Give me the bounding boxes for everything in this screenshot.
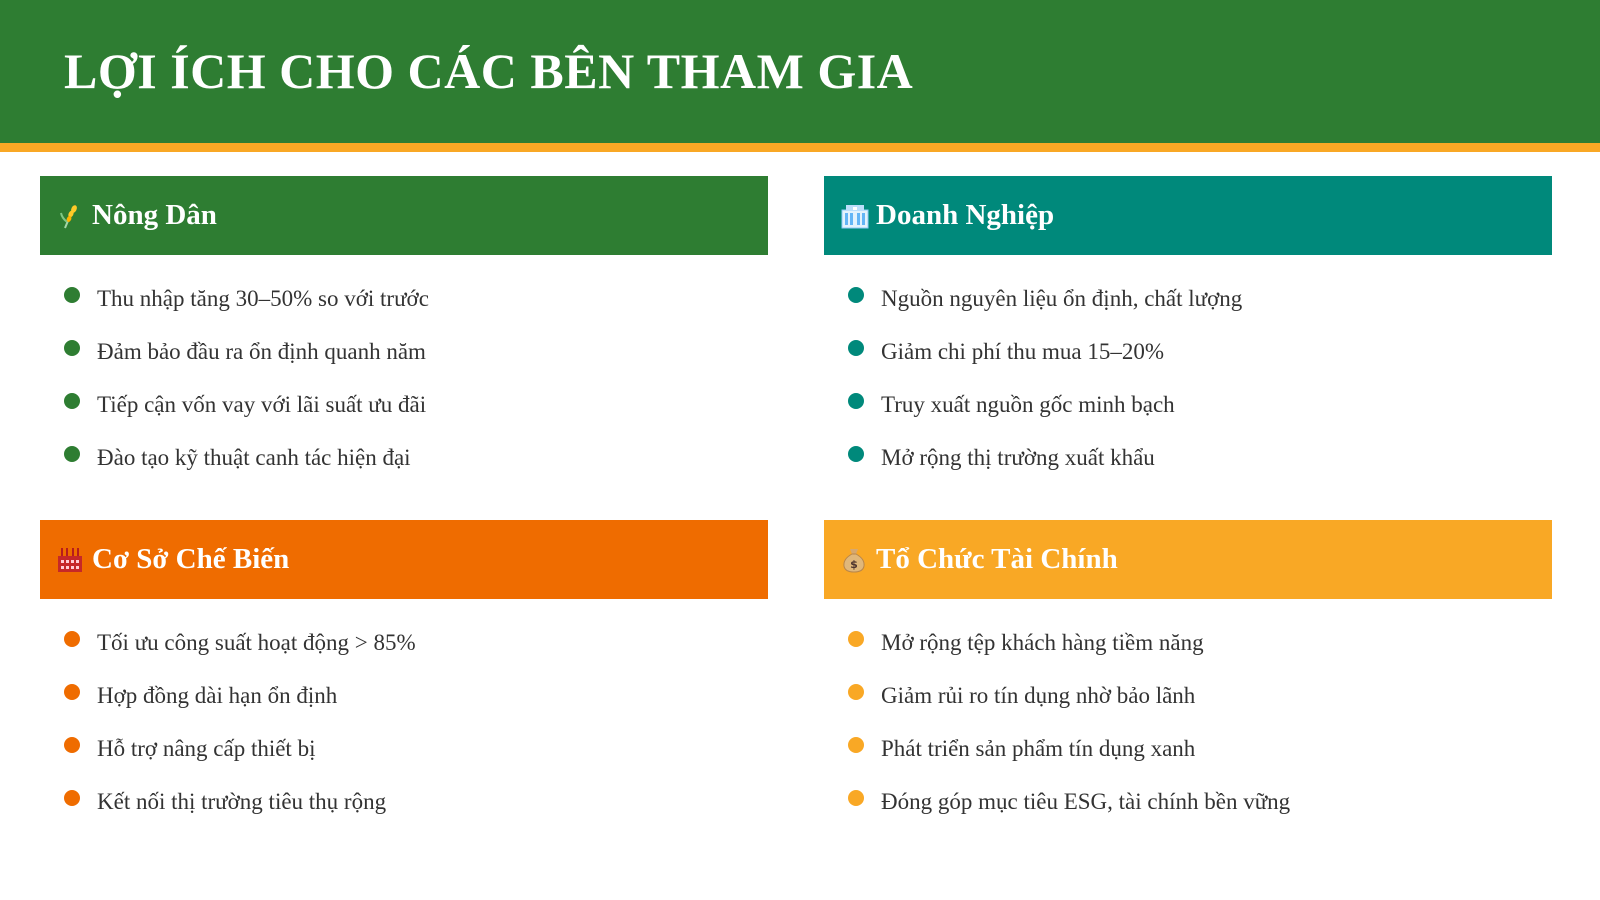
list-item-text: Giảm rủi ro tín dụng nhờ bảo lãnh — [881, 682, 1196, 708]
list-item — [824, 669, 1552, 722]
card-doanh-nghiep — [824, 176, 1552, 484]
bullet-dot — [848, 340, 864, 356]
bullet-dot — [64, 737, 80, 753]
bullet-dot — [64, 287, 80, 303]
list-item-text: Đào tạo kỹ thuật canh tác hiện đại — [97, 444, 411, 470]
svg-text:$: $ — [850, 557, 858, 571]
bullet-dot — [848, 287, 864, 303]
bullet-dot — [848, 684, 864, 700]
list-item — [824, 431, 1552, 484]
list-item — [40, 325, 768, 378]
bullet-dot — [64, 446, 80, 462]
list-item-text: Tiếp cận vốn vay với lãi suất ưu đãi — [97, 391, 427, 417]
benefit-list — [824, 255, 1552, 484]
bullet-dot — [848, 631, 864, 647]
card-co-so-che-bien — [40, 520, 768, 828]
card-header-co-so-che-bien — [40, 520, 768, 599]
list-item-text: Mở rộng thị trường xuất khẩu — [881, 444, 1155, 470]
benefit-list — [40, 599, 768, 828]
bullet-dot — [64, 393, 80, 409]
list-item-text: Kết nối thị trường tiêu thụ rộng — [97, 788, 387, 814]
bullet-dot — [848, 790, 864, 806]
list-item-text: Hỗ trợ nâng cấp thiết bị — [97, 735, 316, 761]
list-item — [40, 669, 768, 722]
page-title: LỢI ÍCH CHO CÁC BÊN THAM GIA — [64, 43, 914, 99]
card-title: Nông Dân — [92, 199, 217, 231]
list-item — [824, 775, 1552, 828]
money-bag-icon — [840, 546, 868, 574]
header-accent-stripe — [0, 143, 1600, 152]
rice-stalk-icon — [56, 202, 84, 230]
list-item — [824, 722, 1552, 775]
bullet-dot — [64, 790, 80, 806]
bullet-dot — [64, 631, 80, 647]
list-item-text: Giảm chi phí thu mua 15–20% — [881, 338, 1164, 364]
card-header-doanh-nghiep — [824, 176, 1552, 255]
list-item-text: Phát triển sản phẩm tín dụng xanh — [881, 735, 1196, 761]
bullet-dot — [64, 340, 80, 356]
list-item — [824, 325, 1552, 378]
list-item-text: Thu nhập tăng 30–50% so với trước — [97, 285, 429, 311]
list-item-text: Đóng góp mục tiêu ESG, tài chính bền vững — [881, 788, 1291, 814]
card-header-to-chuc-tai-chinh — [824, 520, 1552, 599]
list-item-text: Đảm bảo đầu ra ổn định quanh năm — [97, 338, 426, 364]
list-item — [40, 272, 768, 325]
list-item — [40, 431, 768, 484]
list-item — [40, 378, 768, 431]
bullet-dot — [848, 393, 864, 409]
benefit-list — [40, 255, 768, 484]
office-building-icon — [840, 202, 868, 230]
list-item-text: Hợp đồng dài hạn ổn định — [97, 682, 338, 708]
list-item-text: Truy xuất nguồn gốc minh bạch — [881, 391, 1175, 417]
list-item-text: Nguồn nguyên liệu ổn định, chất lượng — [881, 285, 1243, 311]
list-item-text: Tối ưu công suất hoạt động > 85% — [97, 629, 416, 655]
card-title: Tổ Chức Tài Chính — [876, 543, 1118, 575]
card-title: Cơ Sở Chế Biến — [92, 543, 290, 575]
benefit-list — [824, 599, 1552, 828]
card-nong-dan — [40, 176, 768, 484]
list-item — [40, 616, 768, 669]
list-item-text: Mở rộng tệp khách hàng tiềm năng — [881, 629, 1204, 655]
bullet-dot — [848, 446, 864, 462]
list-item — [824, 616, 1552, 669]
bullet-dot — [64, 684, 80, 700]
list-item — [824, 272, 1552, 325]
card-title: Doanh Nghiệp — [876, 199, 1055, 231]
card-header-nong-dan — [40, 176, 768, 255]
list-item — [40, 775, 768, 828]
card-to-chuc-tai-chinh — [824, 520, 1552, 828]
bullet-dot — [848, 737, 864, 753]
factory-icon — [56, 546, 84, 574]
list-item — [824, 378, 1552, 431]
list-item — [40, 722, 768, 775]
